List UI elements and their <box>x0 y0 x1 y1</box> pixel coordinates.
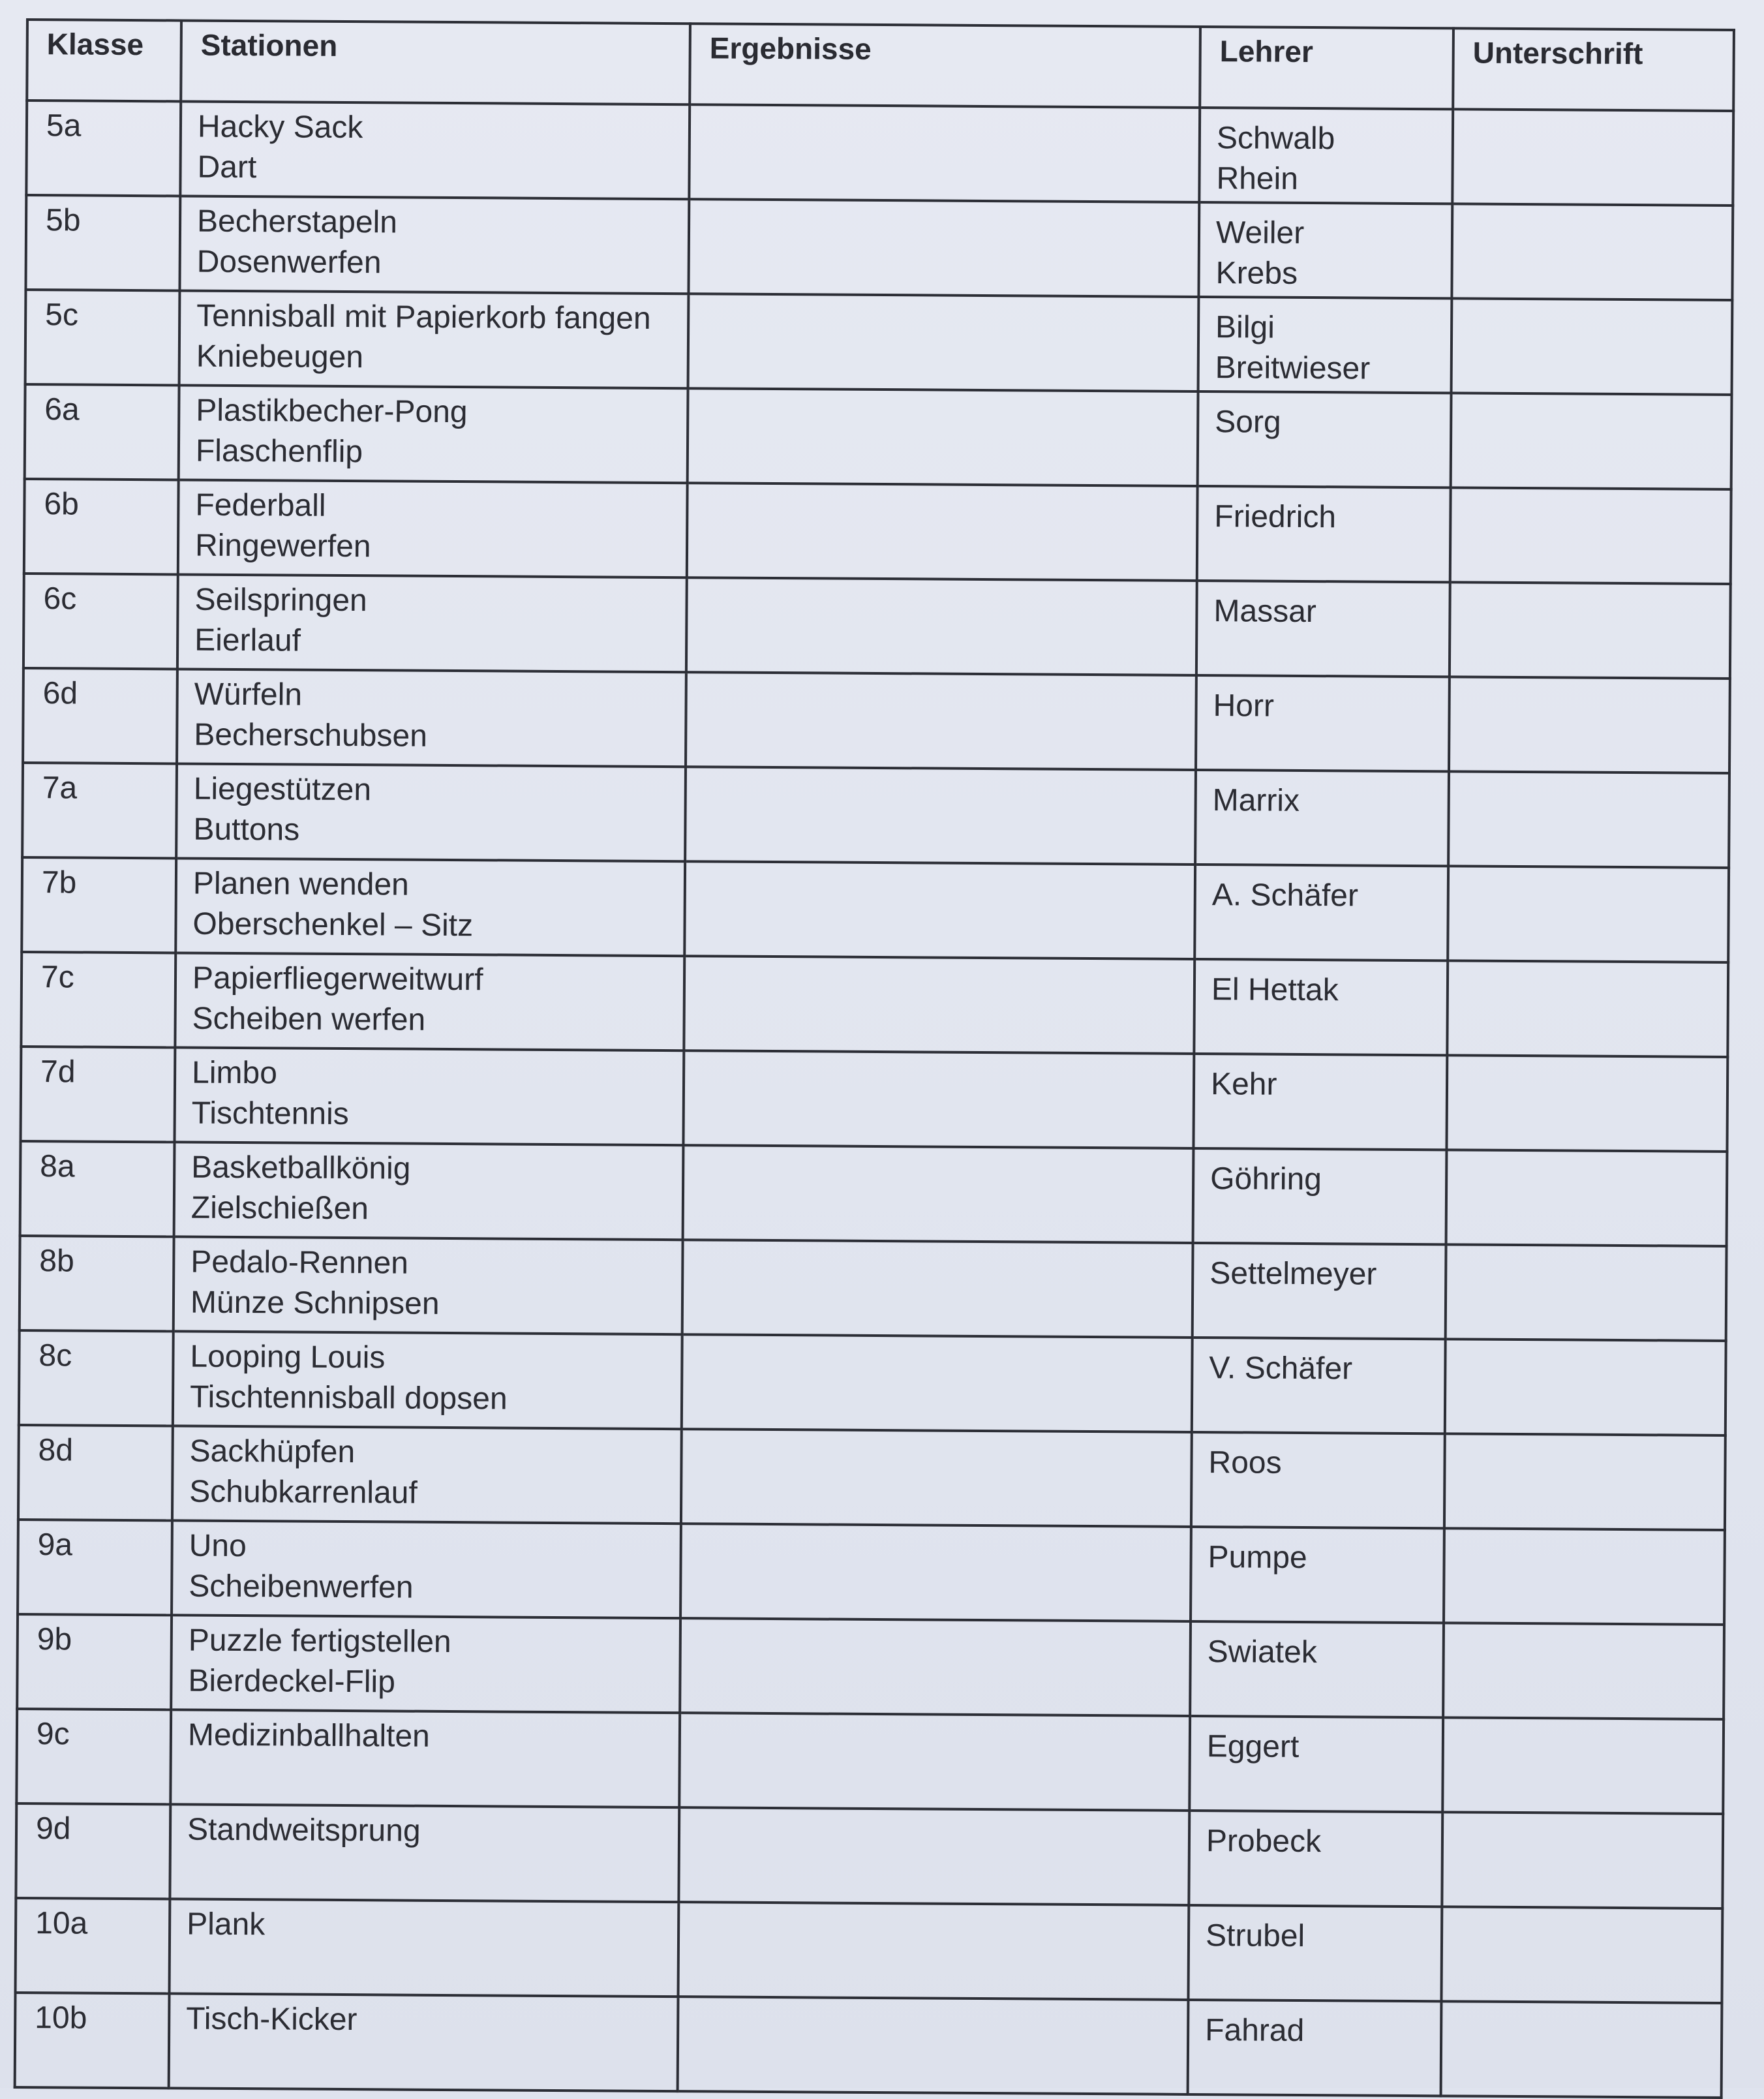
header-ergebnisse: Ergebnisse <box>690 23 1200 108</box>
teacher-cell <box>1196 675 1450 771</box>
station-name: Buttons <box>193 812 300 848</box>
results-cell[interactable] <box>686 672 1196 770</box>
header-lehrer: Lehrer <box>1200 27 1453 109</box>
class-cell: 7c <box>21 952 175 1047</box>
station-name: Eierlauf <box>194 622 301 658</box>
station-name: Tischtennisball dopsen <box>189 1379 508 1417</box>
station-name: Uno <box>189 1528 247 1564</box>
table-row <box>16 1898 1723 2003</box>
table-body <box>15 100 1734 2098</box>
signature-cell[interactable] <box>1445 1339 1726 1435</box>
stations-cell <box>172 1426 682 1524</box>
class-cell: 10a <box>16 1898 170 1993</box>
station-name: Dosenwerfen <box>196 244 382 281</box>
table-row <box>16 1709 1724 1814</box>
stations-cell <box>173 1331 682 1429</box>
stations-cell <box>170 1899 679 1997</box>
teacher-cell <box>1194 959 1448 1055</box>
teacher-name: Göhring <box>1210 1161 1322 1197</box>
signature-cell[interactable] <box>1446 1055 1727 1152</box>
class-cell: 10b <box>15 1993 170 2088</box>
table-row <box>25 195 1733 300</box>
table-row <box>25 290 1733 395</box>
table-row <box>15 1993 1722 2098</box>
teacher-name: Bilgi <box>1215 310 1275 345</box>
signature-cell[interactable] <box>1448 866 1729 962</box>
signature-cell[interactable] <box>1452 109 1733 206</box>
table-row <box>18 1520 1725 1625</box>
station-name: Sackhüpfen <box>189 1433 356 1470</box>
station-name: Münze Schnipsen <box>190 1285 440 1321</box>
stations-cell <box>180 101 690 199</box>
stations-cell <box>172 1520 681 1618</box>
signature-cell[interactable] <box>1446 1244 1727 1341</box>
signature-cell[interactable] <box>1444 1528 1725 1625</box>
teacher-cell <box>1197 486 1451 582</box>
results-cell[interactable] <box>688 199 1199 297</box>
signature-cell[interactable] <box>1452 298 1733 395</box>
class-cell: 7d <box>20 1047 175 1142</box>
stations-cell <box>170 1804 679 1902</box>
signature-cell[interactable] <box>1441 2001 1722 2098</box>
station-name: Bierdeckel-Flip <box>188 1663 396 1700</box>
teacher-name: Krebs <box>1215 256 1298 291</box>
station-name: Flaschenflip <box>195 433 363 470</box>
teacher-name: Rhein <box>1216 161 1299 196</box>
results-cell[interactable] <box>682 1334 1193 1432</box>
results-cell[interactable] <box>687 483 1198 581</box>
class-cell: 7a <box>22 763 177 858</box>
teacher-cell <box>1189 1811 1442 1907</box>
teacher-cell <box>1193 1243 1446 1339</box>
station-name: Planen wenden <box>192 866 409 902</box>
class-cell: 7b <box>22 857 176 953</box>
teacher-name: Massar <box>1213 594 1317 630</box>
teacher-name: Settelmeyer <box>1209 1256 1377 1292</box>
signature-cell[interactable] <box>1443 1623 1724 1719</box>
station-name: Würfeln <box>194 677 303 712</box>
station-name: Seilspringen <box>194 582 367 619</box>
teacher-cell <box>1198 391 1452 487</box>
teacher-name: Breitwieser <box>1215 350 1371 386</box>
station-name: Scheiben werfen <box>192 1001 426 1037</box>
stations-cell <box>174 1236 683 1334</box>
table-row <box>18 1425 1726 1530</box>
station-name: Oberschenkel – Sitz <box>192 906 474 943</box>
stations-cell <box>177 574 687 672</box>
signature-cell[interactable] <box>1452 204 1733 300</box>
table-row <box>22 857 1729 962</box>
stations-cell <box>179 196 689 294</box>
stations-cell <box>174 1047 684 1145</box>
table-row <box>20 1047 1727 1152</box>
class-cell: 8a <box>20 1141 175 1236</box>
results-cell[interactable] <box>688 294 1199 391</box>
class-cell: 8c <box>19 1330 174 1426</box>
class-cell: 9a <box>18 1520 172 1615</box>
station-name: Limbo <box>191 1055 278 1091</box>
table-row <box>24 479 1731 584</box>
stations-cell <box>170 1709 680 1807</box>
table-row <box>16 1803 1723 1908</box>
teacher-cell <box>1192 1338 1446 1433</box>
class-cell: 8b <box>20 1236 174 1331</box>
signature-cell[interactable] <box>1450 487 1731 584</box>
station-name: Puzzle fertigstellen <box>188 1623 451 1660</box>
stations-cell <box>177 669 686 767</box>
header-stationen: Stationen <box>181 20 690 104</box>
stations-cell <box>179 290 689 388</box>
teacher-cell <box>1191 1527 1444 1623</box>
signature-cell[interactable] <box>1449 677 1730 773</box>
teacher-name: Fahrad <box>1205 2013 1305 2049</box>
results-cell[interactable] <box>689 104 1200 202</box>
signature-cell[interactable] <box>1448 771 1729 868</box>
stations-cell <box>174 1142 684 1240</box>
table-row <box>20 1236 1727 1341</box>
teacher-name: Sorg <box>1215 405 1281 440</box>
header-row <box>27 20 1734 111</box>
signature-cell[interactable] <box>1451 393 1732 489</box>
header-klasse: Klasse <box>27 20 181 101</box>
station-name: Scheibenwerfen <box>189 1569 414 1605</box>
station-name: Ringewerfen <box>194 528 371 564</box>
teacher-name: V. Schäfer <box>1209 1351 1353 1387</box>
class-cell: 5c <box>25 290 180 385</box>
table-row <box>22 763 1729 868</box>
signature-cell[interactable] <box>1450 582 1731 679</box>
teacher-name: Marrix <box>1212 783 1300 818</box>
results-cell[interactable] <box>684 956 1194 1054</box>
station-name: Hacky Sack <box>197 109 363 146</box>
stations-cell <box>175 858 685 956</box>
station-table <box>14 18 1735 2099</box>
teacher-cell <box>1189 1716 1443 1812</box>
results-cell[interactable] <box>678 1997 1189 2094</box>
station-table-wrapper <box>14 18 1733 2099</box>
station-name: Looping Louis <box>190 1339 386 1375</box>
class-cell: 6b <box>24 479 179 574</box>
stations-cell <box>178 480 688 577</box>
results-cell[interactable] <box>683 1050 1194 1148</box>
teacher-cell <box>1191 1432 1445 1528</box>
teacher-name: A. Schäfer <box>1211 878 1359 913</box>
teacher-cell <box>1193 1148 1447 1244</box>
signature-cell[interactable] <box>1441 1907 1722 2003</box>
results-cell[interactable] <box>682 1240 1193 1338</box>
teacher-name: Pumpe <box>1208 1540 1307 1576</box>
station-name: Tisch-Kicker <box>186 2001 357 2038</box>
class-cell: 8d <box>18 1425 173 1520</box>
station-name: Tischtennis <box>191 1095 349 1132</box>
class-cell: 5b <box>25 195 180 290</box>
teacher-name: Eggert <box>1206 1729 1300 1764</box>
station-name: Dart <box>197 149 257 185</box>
signature-cell[interactable] <box>1447 960 1728 1057</box>
results-cell[interactable] <box>684 861 1195 959</box>
station-name: Becherstapeln <box>196 204 398 240</box>
station-name: Federball <box>195 487 326 523</box>
results-cell[interactable] <box>688 388 1198 486</box>
results-cell[interactable] <box>683 1145 1194 1243</box>
teacher-name: Kehr <box>1210 1067 1277 1102</box>
station-name: Pedalo-Rennen <box>190 1244 409 1281</box>
class-cell: 9c <box>16 1709 171 1804</box>
results-cell[interactable] <box>680 1524 1191 1621</box>
results-cell[interactable] <box>679 1713 1190 1811</box>
results-cell[interactable] <box>680 1618 1191 1716</box>
teacher-cell <box>1194 865 1448 960</box>
signature-cell[interactable] <box>1446 1150 1727 1246</box>
teacher-name: Roos <box>1208 1445 1282 1480</box>
stations-cell <box>175 953 684 1050</box>
station-name: Becherschubsen <box>194 717 428 754</box>
station-name: Plank <box>186 1907 266 1942</box>
teacher-name: Friedrich <box>1214 499 1337 535</box>
teacher-name: El Hettak <box>1211 972 1339 1008</box>
stations-cell <box>176 763 686 861</box>
teacher-name: Weiler <box>1215 215 1305 251</box>
class-cell: 5a <box>26 100 181 196</box>
signature-cell[interactable] <box>1442 1812 1723 1908</box>
signature-cell[interactable] <box>1444 1433 1726 1530</box>
table-row <box>26 100 1733 206</box>
teacher-name: Probeck <box>1206 1824 1322 1860</box>
table-row <box>19 1330 1726 1435</box>
table-row <box>21 952 1728 1057</box>
table-row <box>23 574 1731 679</box>
stations-cell <box>179 385 688 483</box>
results-cell[interactable] <box>681 1429 1192 1527</box>
teacher-name: Strubel <box>1205 1918 1305 1954</box>
results-cell[interactable] <box>685 767 1196 865</box>
table-row <box>17 1614 1724 1719</box>
class-cell: 9d <box>16 1803 170 1899</box>
teacher-cell <box>1188 1905 1442 2001</box>
station-name: Tennisball mit Papierkorb fangen <box>196 298 651 336</box>
signature-cell[interactable] <box>1442 1717 1724 1814</box>
teacher-cell <box>1199 108 1453 204</box>
teacher-cell <box>1190 1621 1444 1717</box>
station-name: Schubkarrenlauf <box>189 1474 418 1510</box>
teacher-cell <box>1198 297 1452 393</box>
class-cell: 6d <box>23 668 177 763</box>
table-row <box>25 384 1732 489</box>
station-name: Standweitsprung <box>187 1812 421 1848</box>
teacher-name: Swiatek <box>1207 1634 1317 1670</box>
results-cell[interactable] <box>686 577 1197 675</box>
station-name: Liegestützen <box>193 771 372 808</box>
stations-cell <box>171 1615 680 1713</box>
teacher-name: Horr <box>1213 688 1275 724</box>
teacher-name: Schwalb <box>1216 121 1335 157</box>
table-row <box>20 1141 1727 1246</box>
station-name: Kniebeugen <box>196 339 364 375</box>
station-name: Medizinballhalten <box>187 1717 430 1754</box>
class-cell: 6a <box>25 384 179 480</box>
teacher-cell <box>1193 1054 1447 1150</box>
teacher-cell <box>1198 202 1452 298</box>
teacher-cell <box>1196 581 1450 677</box>
results-cell[interactable] <box>678 1807 1189 1905</box>
class-cell: 6c <box>23 574 178 669</box>
station-name: Zielschießen <box>190 1190 369 1227</box>
header-unterschrift: Unterschrift <box>1453 28 1734 111</box>
teacher-cell <box>1195 770 1449 866</box>
station-name: Plastikbecher-Pong <box>196 393 468 430</box>
class-cell: 9b <box>17 1614 172 1709</box>
results-cell[interactable] <box>678 1902 1189 2000</box>
teacher-cell <box>1188 2000 1442 2096</box>
stations-cell <box>169 1993 678 2091</box>
station-name: Basketballkönig <box>191 1150 411 1186</box>
station-name: Papierfliegerweitwurf <box>192 960 483 998</box>
table-row <box>23 668 1730 773</box>
